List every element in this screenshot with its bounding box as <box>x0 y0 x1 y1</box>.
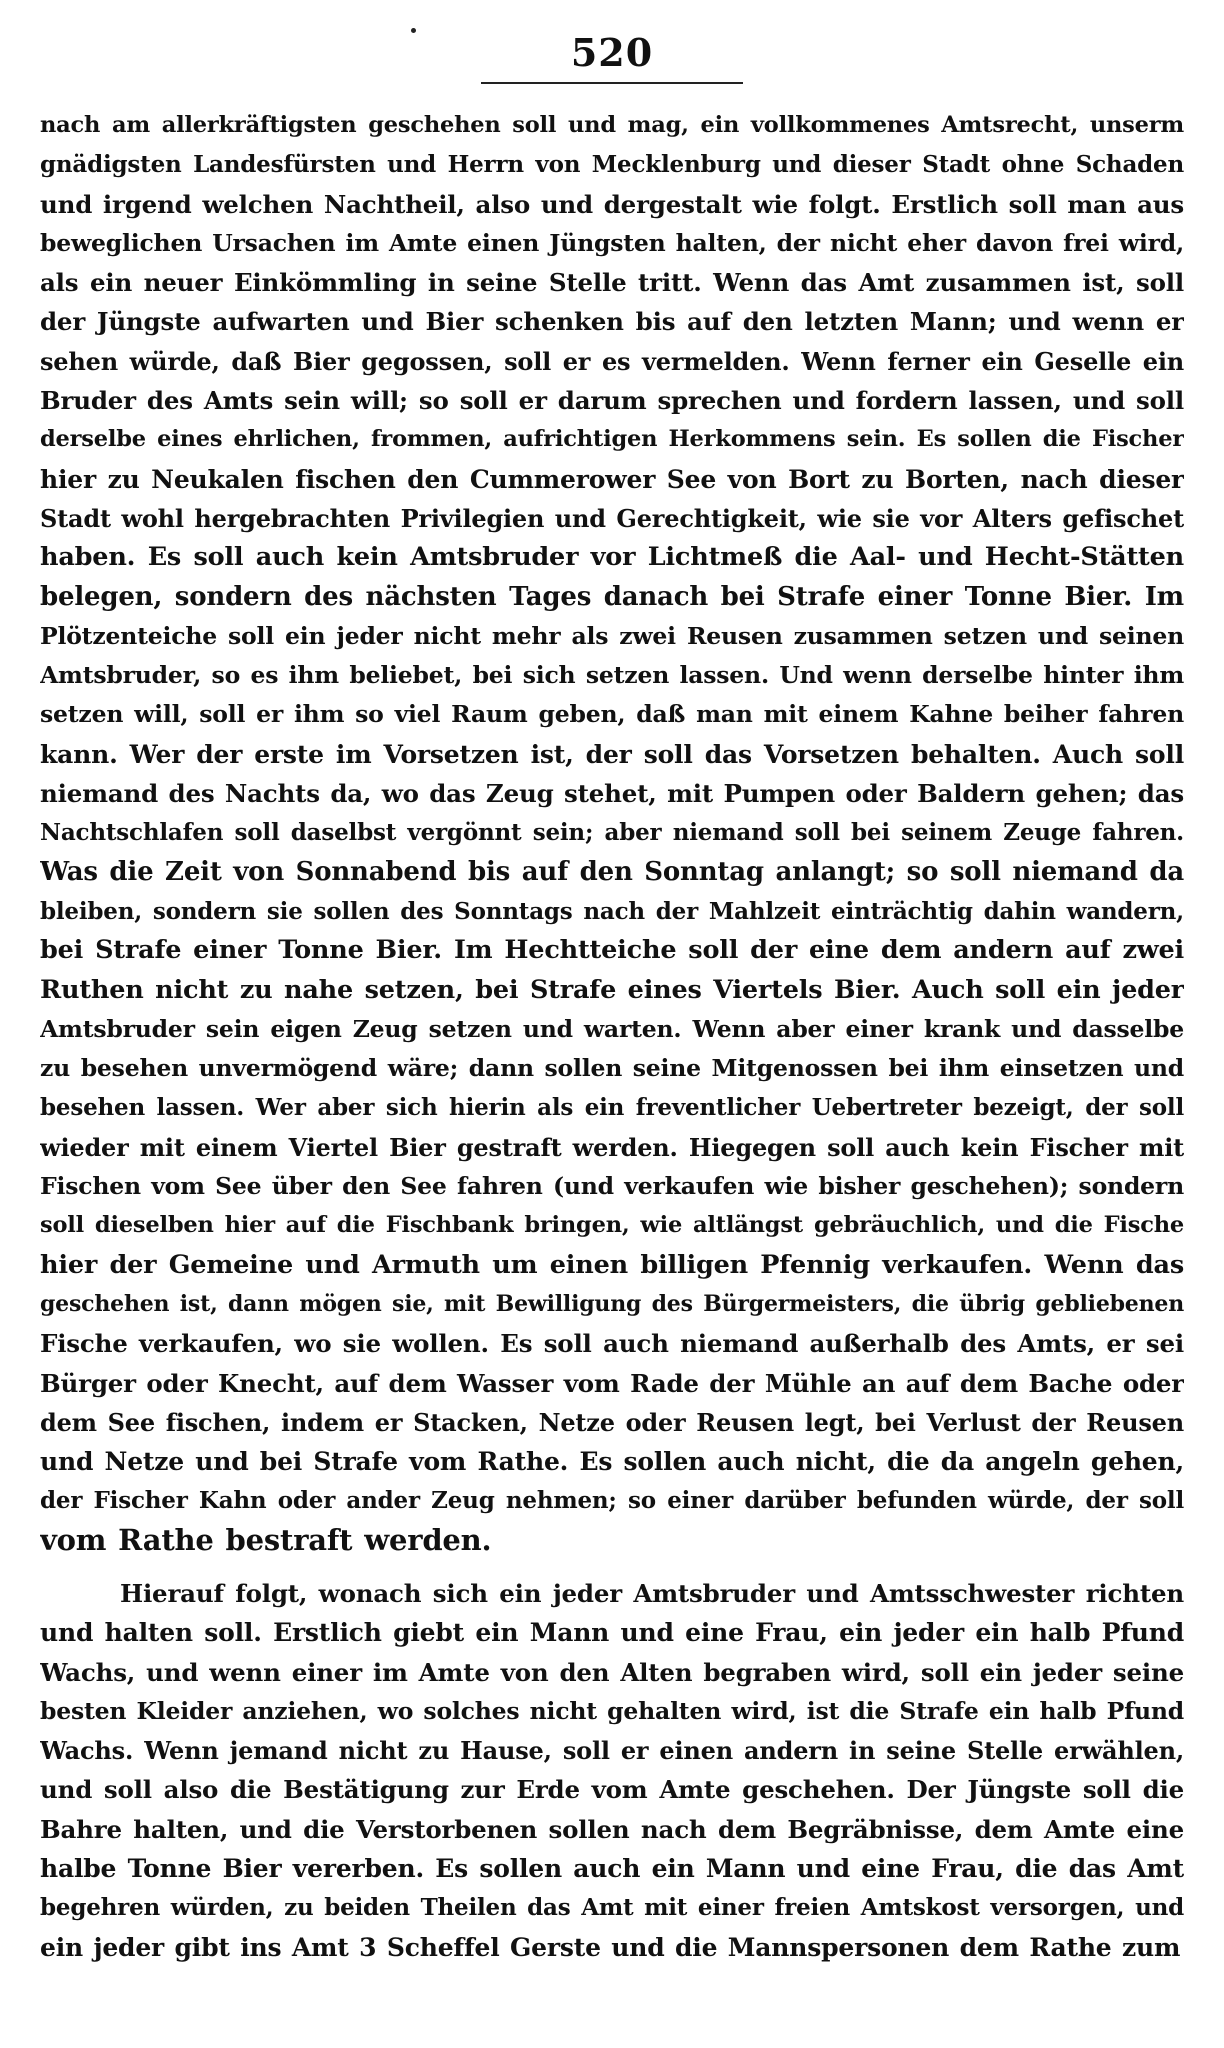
text-line: Wachs, und wenn einer im Amte von den Alten begraben wird, soll ein jeder seine <box>40 1657 1184 1687</box>
text-line: Nachtschlafen soll daselbst vergönnt sein; aber niemand soll bei seinem Zeuge fahren. <box>40 819 1184 847</box>
text-line: Fische verkaufen, wo sie wollen. Es soll auch niemand außerhalb des Amts, er sei <box>40 1329 1184 1359</box>
text-line: wieder mit einem Viertel Bier gestraft werden. Hiegegen soll auch kein Fischer mit <box>40 1132 1184 1162</box>
text-line: hier der Gemeine und Armuth um einen billigen Pfennig verkaufen. Wenn das <box>40 1249 1184 1280</box>
text-line: bei Strafe einer Tonne Bier. Im Hechtteiche soll der eine dem andern auf zwei <box>40 935 1184 966</box>
text-line: Amtsbruder sein eigen Zeug setzen und warten. Wenn aber einer krank und dasselbe <box>40 1014 1184 1043</box>
text-line: Stadt wohl hergebrachten Privilegien und Gerechtigkeit, wie sie vor Alters gefischet <box>40 503 1184 533</box>
text-line: und halten soll. Erstlich giebt ein Mann und eine Frau, ein jeder ein halb Pfund <box>40 1618 1184 1648</box>
text-line: kann. Wer der erste im Vorsetzen ist, der soll das Vorsetzen behalten. Auch soll <box>40 739 1184 769</box>
text-line: begehren würden, zu beiden Theilen das Amt mit einer freien Amtskost versorgen, und <box>40 1894 1184 1922</box>
text-line: haben. Es soll auch kein Amtsbruder vor Lichtmeß die Aal- und Hecht-Stätten <box>40 542 1184 573</box>
body-text <box>40 106 1184 1967</box>
text-line: der Jüngste aufwarten und Bier schenken bis auf den letzten Mann; und wenn er <box>40 307 1184 337</box>
text-line: dem See fischen, indem er Stacken, Netze oder Reusen legt, bei Verlust der Reusen <box>40 1407 1184 1437</box>
text-line: und Netze und bei Strafe vom Rathe. Es sollen auch nicht, die da angeln gehen, <box>40 1447 1184 1477</box>
paragraph-2 <box>40 1574 1184 1967</box>
text-line: beweglichen Ursachen im Amte einen Jüngsten halten, der nicht eher davon frei wird, <box>40 228 1184 257</box>
text-line: Ruthen nicht zu nahe setzen, bei Strafe eines Viertels Bier. Auch soll ein jeder <box>40 974 1184 1005</box>
text-line: niemand des Nachts da, wo das Zeug stehet, mit Pumpen oder Baldern gehen; das <box>40 779 1184 809</box>
document-page <box>40 0 1184 2048</box>
text-line: setzen will, soll er ihm so viel Raum geben, daß man mit einem Kahne beiher fahren <box>40 700 1184 729</box>
text-line: der Fischer Kahn oder ander Zeug nehmen; so einer darüber befunden würde, der soll <box>40 1487 1184 1515</box>
text-line: Bruder des Amts sein will; so soll er darum sprechen und fordern lassen, und soll <box>40 386 1184 416</box>
text-line: vom Rathe bestraft werden. <box>40 1522 492 1557</box>
text-line: Bahre halten, und die Verstorbenen sollen nach dem Begräbnisse, dem Amte eine <box>40 1814 1184 1844</box>
text-line: besten Kleider anziehen, wo solches nicht gehalten wird, ist die Strafe ein halb Pfund <box>40 1696 1184 1725</box>
text-line: nach am allerkräftigsten geschehen soll und mag, ein vollkommenes Amtsrecht, unserm <box>40 112 1184 138</box>
text-line: geschehen ist, dann mögen sie, mit Bewilligung des Bürgermeisters, die übrig gebliebenen <box>40 1290 1184 1317</box>
text-line: soll dieselben hier auf die Fischbank bringen, wie altlängst gebräuchlich, und die Fische <box>40 1212 1184 1239</box>
text-line: Bürger oder Knecht, auf dem Wasser vom Rade der Mühle an auf dem Bache oder <box>40 1368 1184 1398</box>
text-line: derselbe eines ehrlichen, frommen, aufrichtigen Herkommens sein. Es sollen die Fischer <box>40 426 1184 453</box>
text-line: besehen lassen. Wer aber sich hierin als ein freventlicher Uebertreter bezeigt, der soll <box>40 1094 1184 1122</box>
text-line: Wachs. Wenn jemand nicht zu Hause, soll er einen andern in seine Stelle erwählen, <box>40 1736 1184 1766</box>
text-line: gnädigsten Landesfürsten und Herrn von Mecklenburg und dieser Stadt ohne Schaden <box>40 151 1184 179</box>
text-line: belegen, sondern des nächsten Tages danach bei Strafe einer Tonne Bier. Im <box>40 581 1184 612</box>
text-line: Was die Zeit von Sonnabend bis auf den Sonntag anlangt; so soll niemand da <box>40 856 1184 887</box>
text-line: und soll also die Bestätigung zur Erde vom Amte geschehen. Der Jüngste soll die <box>40 1775 1184 1805</box>
text-line: bleiben, sondern sie sollen des Sonntags nach der Mahlzeit einträchtig dahin wandern, <box>40 897 1184 925</box>
paragraph-gap <box>40 1560 1184 1574</box>
text-line: Fischen vom See über den See fahren (und verkaufen wie bisher geschehen); sondern <box>40 1172 1184 1201</box>
text-line: zu besehen unvermögend wäre; dann sollen seine Mitgenossen bei ihm einsetzen und <box>40 1054 1184 1083</box>
page-number: 520 <box>570 30 654 75</box>
header-rule <box>481 82 743 84</box>
text-line: als ein neuer Einkömmling in seine Stelle tritt. Wenn das Amt zusammen ist, soll <box>40 268 1184 298</box>
text-line: halbe Tonne Bier vererben. Es sollen auch ein Mann und eine Frau, die das Amt <box>40 1854 1184 1884</box>
page-header <box>40 22 1184 92</box>
text-line: hier zu Neukalen fischen den Cummerower See von Bort zu Borten, nach dieser <box>40 464 1184 494</box>
text-line: Amtsbruder, so es ihm beliebet, bei sich setzen lassen. Und wenn derselbe hinter ihm <box>40 661 1184 690</box>
text-line: sehen würde, daß Bier gegossen, soll er es vermelden. Wenn ferner ein Geselle ein <box>40 346 1184 376</box>
text-line: und irgend welchen Nachtheil, also und dergestalt wie folgt. Erstlich soll man aus <box>40 189 1184 219</box>
text-line: Plötzenteiche soll ein jeder nicht mehr als zwei Reusen zusammen setzen und seinen <box>40 621 1184 650</box>
paragraph-1 <box>40 106 1184 1560</box>
text-line: ein jeder gibt ins Amt 3 Scheffel Gerste und die Mannspersonen dem Rathe zum <box>40 1932 1181 1962</box>
text-line: Hierauf folgt, wonach sich ein jeder Amtsbruder und Amtsschwester richten <box>120 1578 1184 1608</box>
